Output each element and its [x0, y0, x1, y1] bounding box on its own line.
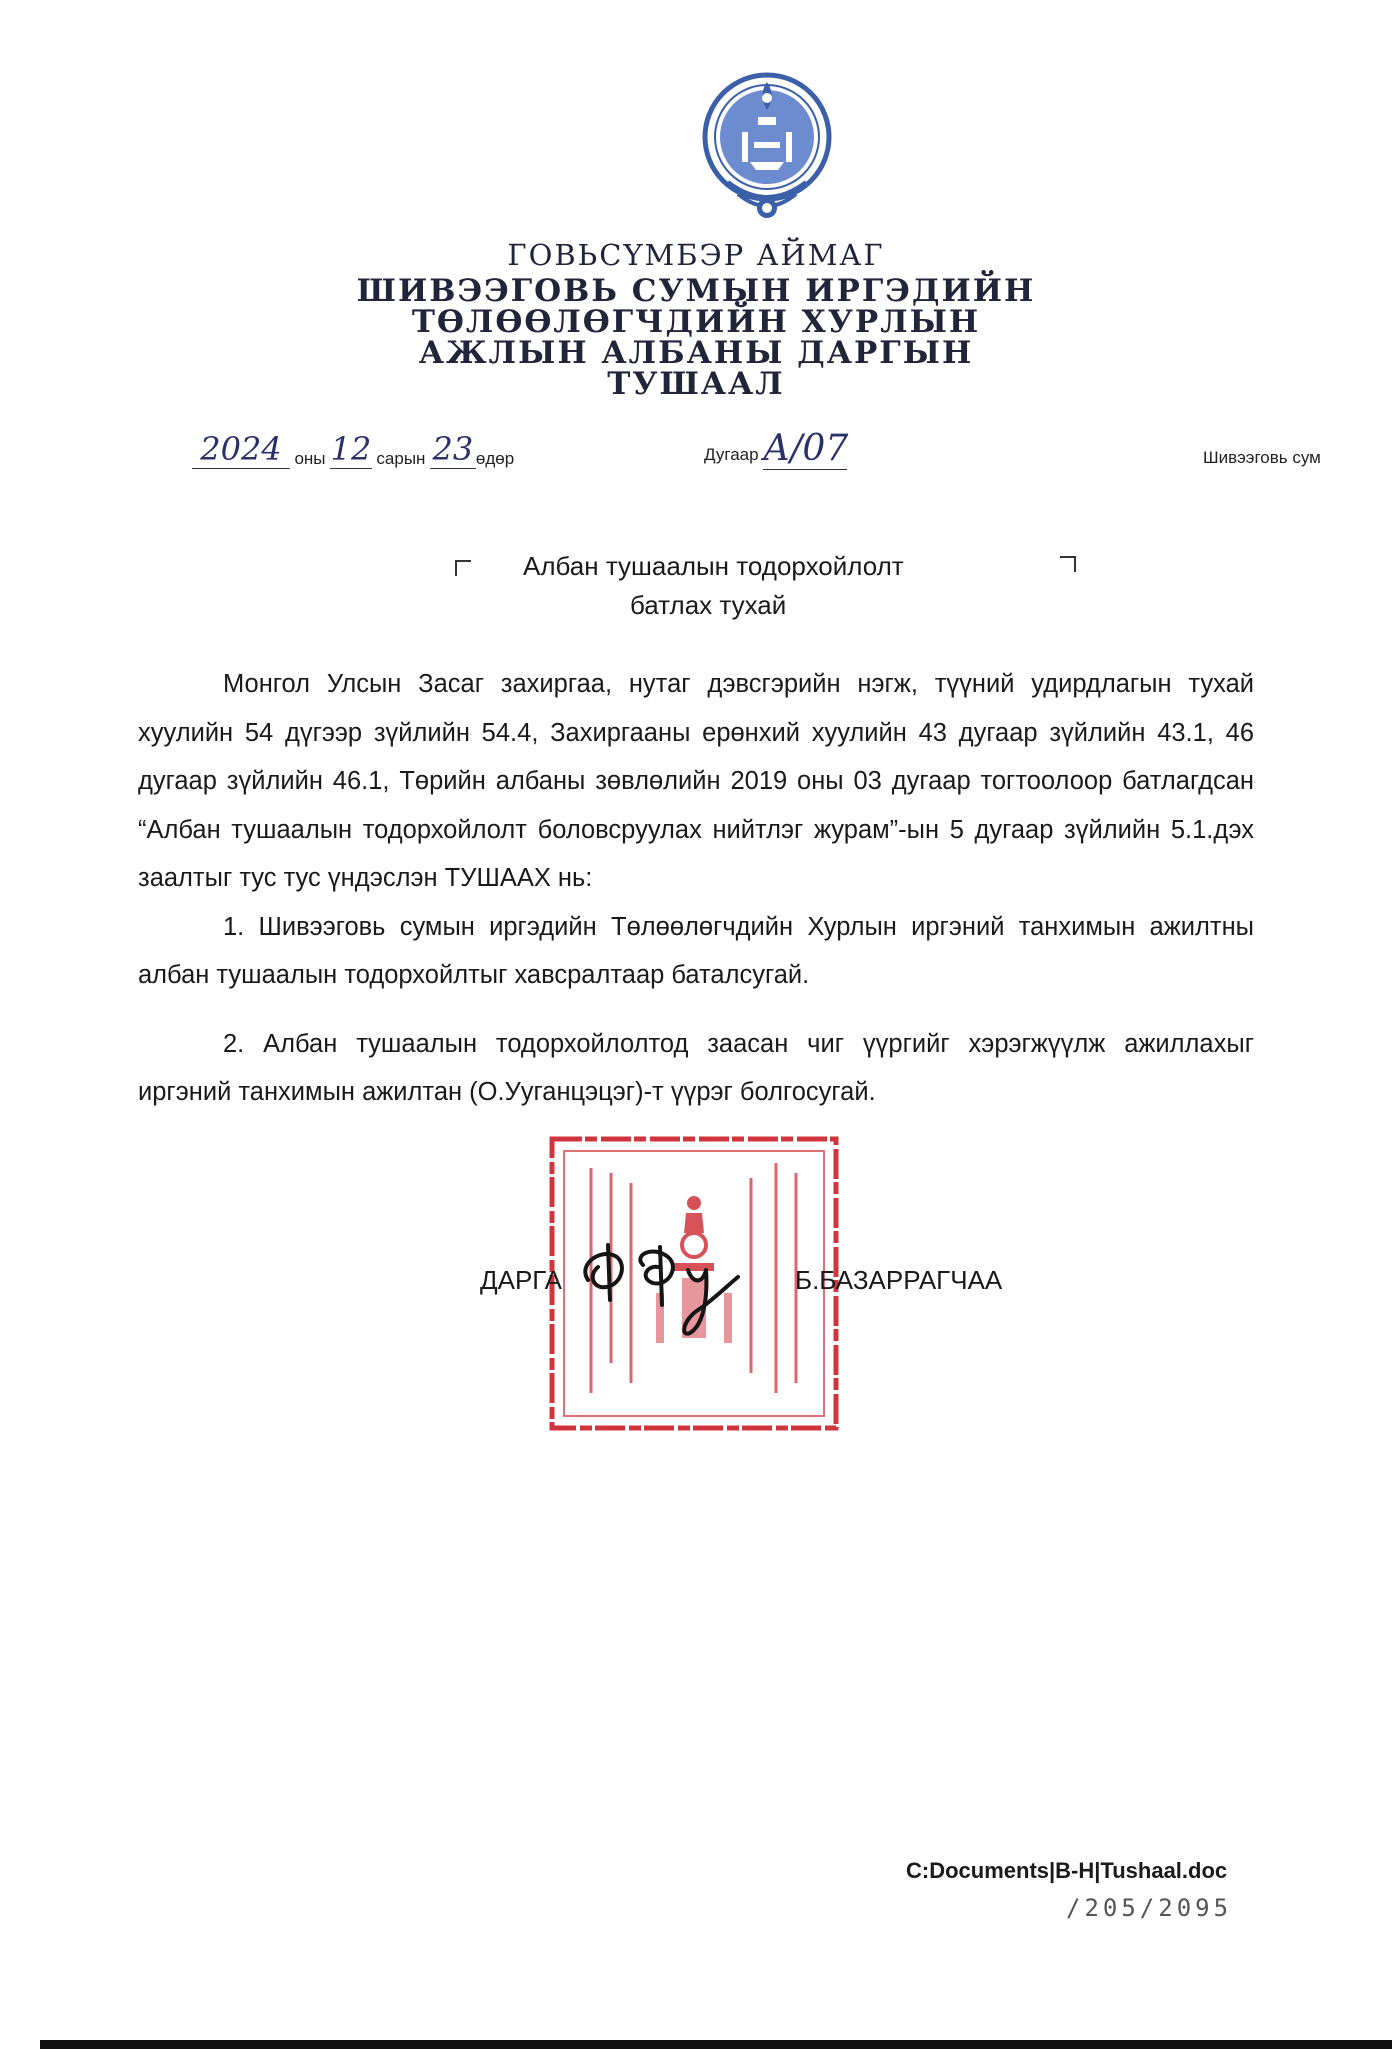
order-number-label: Дугаар: [704, 445, 759, 464]
scan-bottom-edge: [40, 2040, 1392, 2049]
date-year: 2024: [192, 430, 290, 469]
date-month: 12: [330, 430, 372, 468]
date-year-suffix: оны: [294, 449, 326, 468]
file-number-stamp: /205/2095: [1066, 1894, 1233, 1922]
state-emblem-icon: [698, 62, 836, 222]
handwritten-signature: [568, 1225, 748, 1345]
org-title-line-3: АЖЛЫН АЛБАНЫ ДАРГЫН: [418, 335, 974, 371]
order-number: А/07: [763, 428, 849, 469]
date-month-suffix: сарын: [376, 449, 426, 468]
document-type: ТУШААЛ: [607, 366, 785, 402]
order-body: [138, 660, 1254, 1117]
issue-place: Шивээговь сум: [1203, 448, 1321, 467]
org-title-line-2: ТӨЛӨӨЛӨГЧДИЙН ХУРЛЫН: [411, 304, 981, 340]
signatory-title: ДАРГА: [480, 1265, 562, 1295]
file-path-footer: C:Documents|B-H|Tushaal.doc: [906, 1858, 1228, 1883]
order-item-2: 2. Албан тушаалын тодорхойлолтод заасан чиг үүргийг хэрэгжүүлж ажиллахыг иргэний танхимын ажилтан (О.Ууганцэцэг)-т үүрэг болгосугай.: [138, 1029, 1254, 1106]
province-name: ГОВЬСҮМБЭР АЙМАГ: [507, 238, 885, 272]
subject-line-2: батлах тухай: [630, 590, 787, 620]
subject-corner-right: [1060, 556, 1076, 572]
preamble-paragraph: Монгол Улсын Засаг захиргаа, нутаг дэвсгэрийн нэгж, түүний удирдлагын тухай хуулийн 54 дүгээр зүйлийн 54.4, Захиргааны ерөнхий хуулийн 43 дугаар зүйлийн 43.1, 46 дугаар зүйлийн 46.1, Төрийн албаны зөвлөлийн 2019 оны 03 дугаар тогтоолоор батлагдсан “Албан тушаалын тодорхойлолт боловсруулах нийтлэг журам”-ын 5 дугаар зүйлийн 5.1.дэх заалтыг тус тус үндэслэн ТУШААХ нь:: [138, 670, 1254, 892]
org-title-line-1: ШИВЭЭГОВЬ СУМЫН ИРГЭДИЙН: [356, 273, 1036, 309]
date-day: 23: [430, 430, 476, 469]
order-number-block: [704, 428, 847, 470]
signatory-name: Б.БАЗАРРАГЧАА: [795, 1265, 1003, 1295]
date-line: [192, 430, 514, 470]
subject-line-1: Албан тушаалын тодорхойлолт: [523, 551, 904, 581]
order-item-1: 1. Шивээговь сумын иргэдийн Төлөөлөгчдийн Хурлын иргэний танхимын ажилтны албан тушаалын тодорхойлтыг хавсралтаар баталсугай.: [138, 912, 1254, 989]
subject-corner-left: [455, 560, 471, 576]
date-day-suffix: өдөр: [475, 449, 515, 468]
